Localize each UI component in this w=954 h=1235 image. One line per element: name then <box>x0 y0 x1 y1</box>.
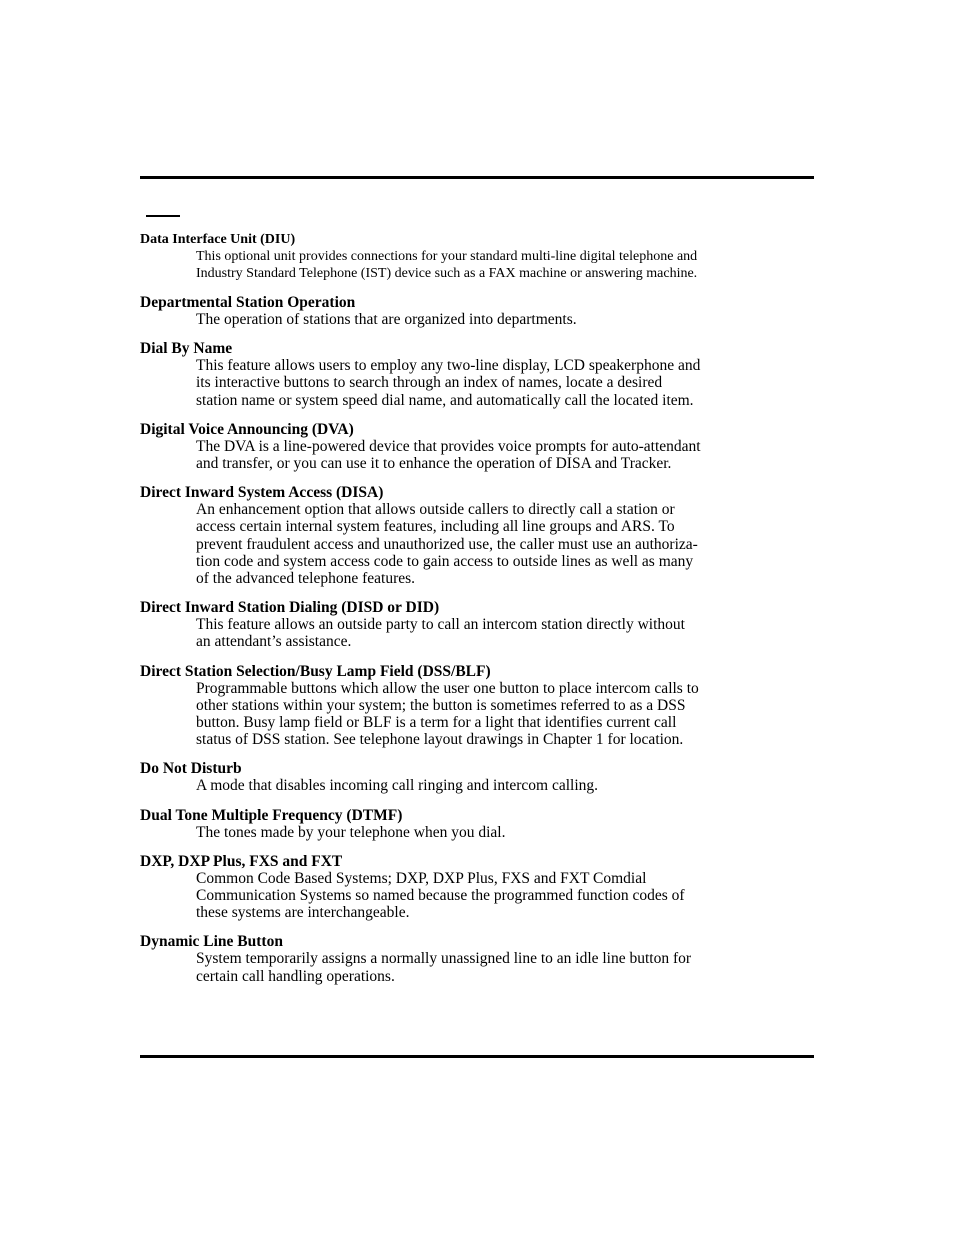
glossary-term: Direct Inward Station Dialing (DISD or DID) <box>140 599 440 617</box>
glossary-term: Do Not Disturb <box>140 760 242 778</box>
glossary-definition <box>196 248 761 282</box>
glossary-definition <box>196 311 761 328</box>
definition-line: The DVA is a line-powered device that provides voice prompts for auto-attendant <box>196 437 701 455</box>
glossary-term: Direct Inward System Access (DISA) <box>140 484 384 502</box>
glossary-term: Digital Voice Announcing (DVA) <box>140 420 354 438</box>
glossary-term: DXP, DXP Plus, FXS and FXT <box>140 852 343 870</box>
definition-line: of the advanced telephone features. <box>196 570 416 588</box>
definition-line: prevent fraudulent access and unauthorized use, the caller must use an authoriza- <box>196 535 698 553</box>
definition-line: an attendant’s assistance. <box>196 633 352 651</box>
glossary-term: Departmental Station Operation <box>140 294 356 311</box>
top-rule <box>140 176 814 179</box>
glossary-entry <box>140 231 780 282</box>
glossary-definition <box>196 616 761 650</box>
glossary-definition <box>196 438 761 472</box>
definition-line: The operation of stations that are organized into departments. <box>196 311 577 328</box>
definition-line: and transfer, or you can use it to enhance the operation of DISA and Tracker. <box>196 455 672 473</box>
glossary-entry <box>140 807 780 841</box>
definition-line: its interactive buttons to search through an index of names, locate a desired <box>196 374 663 392</box>
definition-line: access certain internal system features, including all line groups and ARS. To <box>196 518 675 536</box>
glossary-definition <box>196 824 761 841</box>
definition-line: Common Code Based Systems; DXP, DXP Plus, FXS and FXT Comdial <box>196 869 647 887</box>
glossary-entry <box>140 340 780 409</box>
definition-line: certain call handling operations. <box>196 967 395 985</box>
glossary-definition <box>196 950 761 984</box>
bottom-rule <box>140 1055 814 1058</box>
definition-line: status of DSS station. See telephone layout drawings in Chapter 1 for location. <box>196 731 684 749</box>
glossary-definition <box>196 357 761 409</box>
definition-line: other stations within your system; the button is sometimes referred to as a DSS <box>196 696 686 714</box>
glossary-term: Dynamic Line Button <box>140 933 283 951</box>
glossary-definition <box>196 680 761 749</box>
glossary-entries <box>140 231 780 985</box>
definition-line: This feature allows an outside party to call an intercom station directly without <box>196 616 685 634</box>
definition-line: A mode that disables incoming call ringing and intercom calling. <box>196 777 599 795</box>
definition-line: System temporarily assigns a normally unassigned line to an idle line button for <box>196 950 692 968</box>
glossary-term: Dual Tone Multiple Frequency (DTMF) <box>140 806 403 824</box>
glossary-entry <box>140 599 780 650</box>
glossary-entry <box>140 760 780 794</box>
glossary-term: Direct Station Selection/Busy Lamp Field (DSS/BLF) <box>140 662 491 680</box>
definition-line: tion code and system access code to gain access to outside lines as well as many <box>196 552 694 570</box>
definition-line: button. Busy lamp field or BLF is a term for a light that identifies current call <box>196 714 677 732</box>
glossary-entry <box>140 933 780 984</box>
section-marker-rule <box>146 215 180 217</box>
glossary-term: Dial By Name <box>140 340 233 358</box>
glossary-entry <box>140 663 780 749</box>
definition-line: Programmable buttons which allow the user one button to place intercom calls to <box>196 679 699 697</box>
glossary-entry <box>140 853 780 922</box>
definition-line: This feature allows users to employ any two-line display, LCD speakerphone and <box>196 357 701 375</box>
definition-line: Industry Standard Telephone (IST) device such as a FAX machine or answering machine. <box>196 266 698 281</box>
definition-line: Communication Systems so named because the programmed function codes of <box>196 887 685 905</box>
glossary-term: Data Interface Unit (DIU) <box>140 232 296 247</box>
glossary-definition <box>196 501 761 587</box>
glossary-entry <box>140 294 780 328</box>
definition-line: The tones made by your telephone when you dial. <box>196 823 506 841</box>
glossary-definition <box>196 777 761 794</box>
glossary-entry <box>140 421 780 472</box>
glossary-definition <box>196 870 761 922</box>
definition-line: station name or system speed dial name, and automatically call the located item. <box>196 391 694 409</box>
definition-line: these systems are interchangeable. <box>196 904 410 922</box>
definition-line: This optional unit provides connections for your standard multi-line digital telephone and <box>196 249 698 264</box>
glossary-entry <box>140 484 780 587</box>
definition-line: An enhancement option that allows outside callers to directly call a station or <box>196 501 675 519</box>
